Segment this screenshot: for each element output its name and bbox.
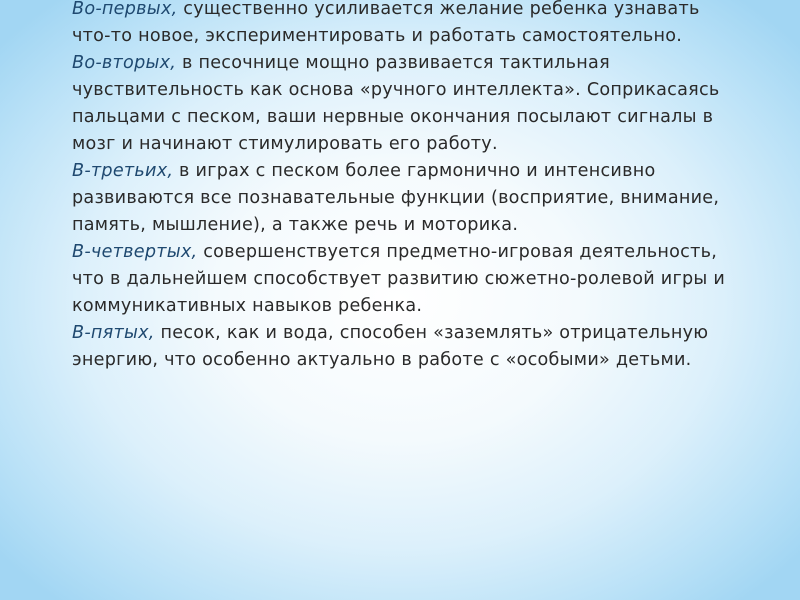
paragraph-lead: В-пятых, (72, 323, 155, 343)
paragraph-lead: В-третьих, (72, 161, 174, 181)
paragraph-lead: Во-первых, (72, 0, 178, 19)
paragraph-text: песок, как и вода, способен «заземлять» отрицательную энергию, что особенно актуально в работе с «особыми» детьми. (72, 323, 709, 370)
paragraph-lead: Во-вторых, (72, 53, 177, 73)
paragraph-text: совершенствуется предметно-игровая деятельность, что в дальнейшем способствует развитию сюжетно-ролевой игры и коммуникативных навыков ребенка. (72, 242, 726, 316)
paragraph-fourth (72, 239, 732, 320)
paragraph-third (72, 158, 732, 239)
paragraph-fifth (72, 320, 732, 374)
paragraph-lead: В-четвертых, (72, 242, 198, 262)
paragraph-text: в песочнице мощно развивается тактильная чувствительность как основа «ручного интеллекта». Соприкасаясь пальцами с песком, ваши нервные окончания посылают сигналы в мозг и начинают стимулировать его работу. (72, 53, 720, 154)
paragraph-text: в играх с песком более гармонично и интенсивно развиваются все познавательные функции (восприятие, внимание, память, мышление), а также речь и моторика. (72, 161, 720, 235)
paragraph-second (72, 50, 732, 158)
paragraph-first (72, 0, 732, 50)
slide-body-text (72, 0, 732, 374)
paragraph-text: существенно усиливается желание ребенка узнавать что-то новое, экспериментировать и работать самостоятельно. (72, 0, 700, 46)
